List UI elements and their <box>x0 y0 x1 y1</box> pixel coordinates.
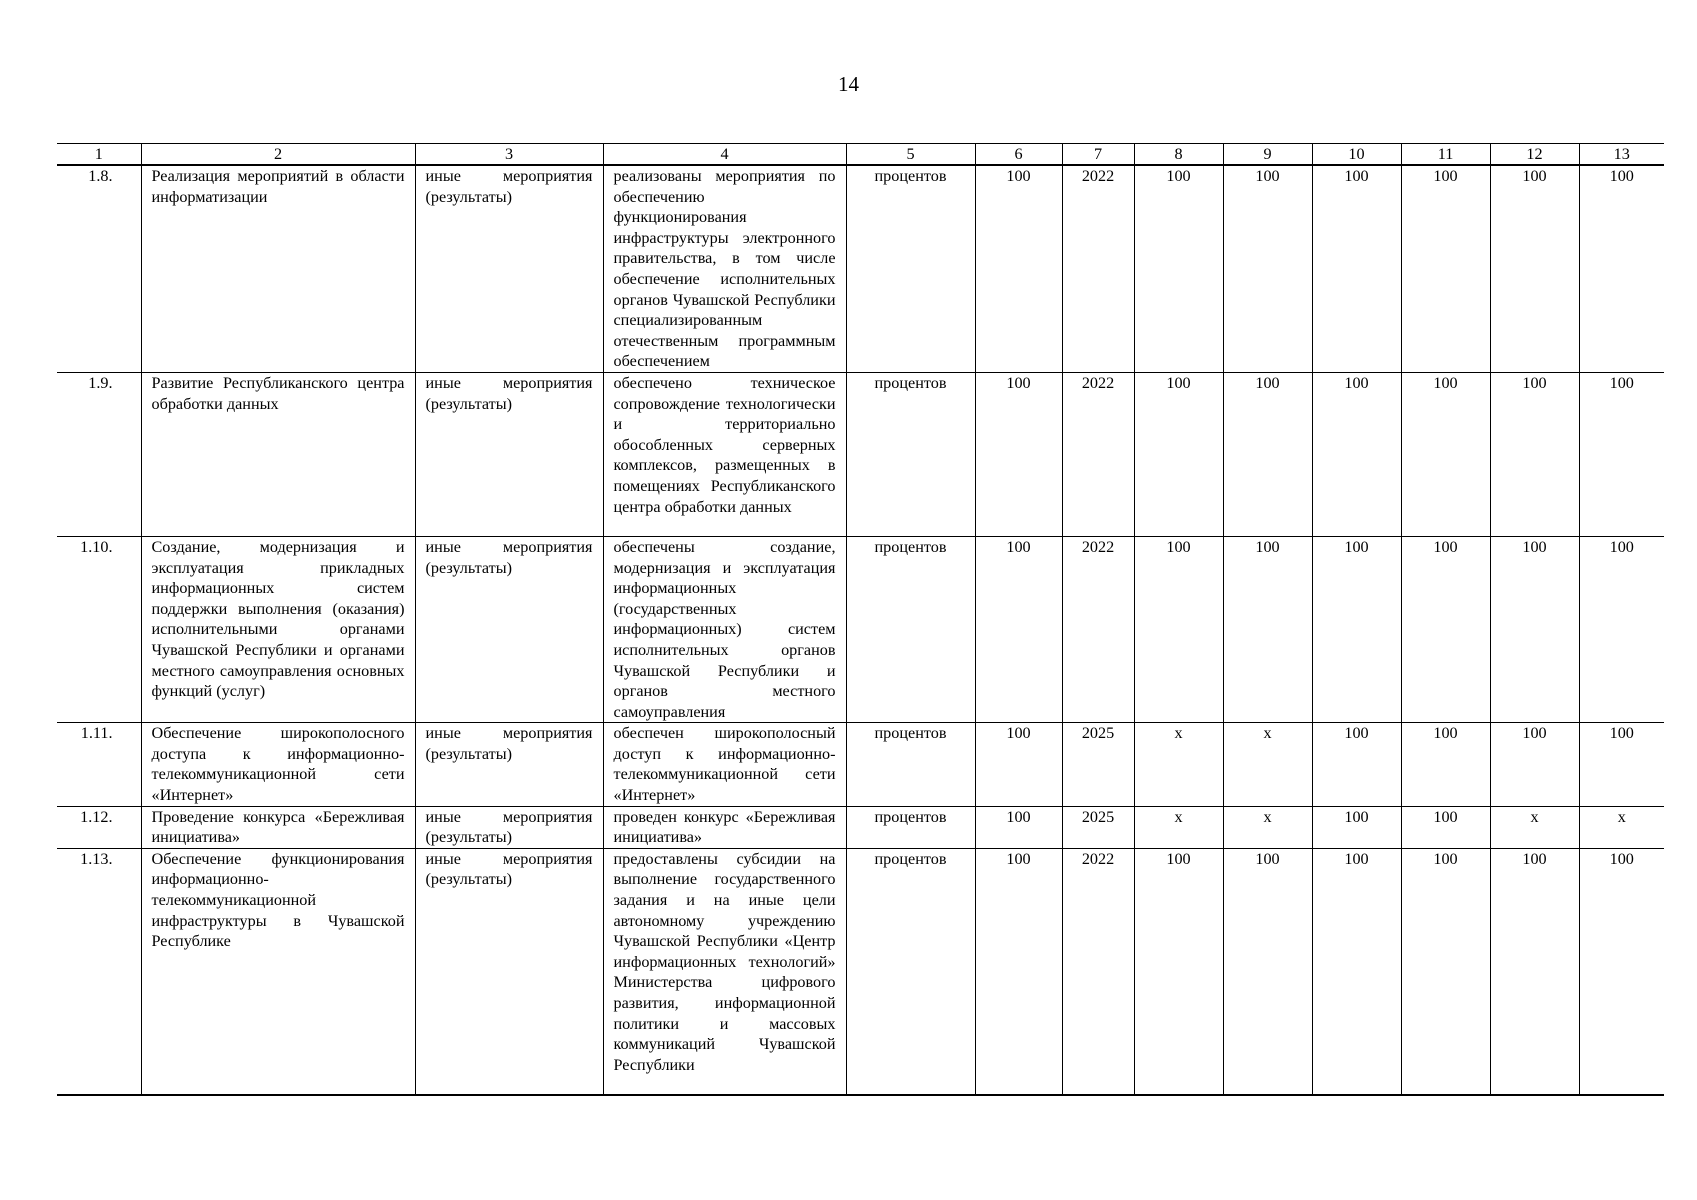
column-number-7: 7 <box>1062 144 1134 166</box>
measure-name: Проведение конкурса «Бережливая инициатива» <box>141 806 415 848</box>
value-col-11: 100 <box>1401 536 1490 722</box>
measure-type: иные мероприятия (результаты) <box>415 372 603 536</box>
value-col-6: 100 <box>975 165 1062 372</box>
value-col-13: 100 <box>1579 723 1664 806</box>
measure-type: иные мероприятия (результаты) <box>415 848 603 1095</box>
table-row <box>57 536 1664 722</box>
value-col-6: 100 <box>975 723 1062 806</box>
table-row <box>57 372 1664 536</box>
measure-name: Реализация мероприятий в области информатизации <box>141 165 415 372</box>
value-col-10: 100 <box>1312 165 1401 372</box>
measure-name: Создание, модернизация и эксплуатация прикладных информационных систем поддержки выполнения (оказания) исполнительными органами Чувашской Республики и органами местного самоуправления основных функций (услуг) <box>141 536 415 722</box>
value-col-12: 100 <box>1490 536 1579 722</box>
value-col-6: 100 <box>975 848 1062 1095</box>
value-col-6: 100 <box>975 372 1062 536</box>
column-number-9: 9 <box>1223 144 1312 166</box>
page-number: 14 <box>838 72 859 96</box>
table-row <box>57 806 1664 848</box>
value-col-7: 2022 <box>1062 165 1134 372</box>
row-number: 1.13. <box>57 848 141 1095</box>
value-col-13: x <box>1579 806 1664 848</box>
value-col-12: 100 <box>1490 723 1579 806</box>
row-number: 1.8. <box>57 165 141 372</box>
value-col-13: 100 <box>1579 372 1664 536</box>
value-col-7: 2022 <box>1062 536 1134 722</box>
value-col-12: 100 <box>1490 848 1579 1095</box>
measure-result: предоставлены субсидии на выполнение государственного задания и на иные цели автономному учреждению Чувашской Республики «Центр информационных технологий» Министерства цифрового развития, информационной политики и массовых коммуникаций Чувашской Республики <box>603 848 846 1095</box>
value-col-13: 100 <box>1579 848 1664 1095</box>
value-col-8: 100 <box>1134 372 1223 536</box>
value-col-12: 100 <box>1490 372 1579 536</box>
column-number-8: 8 <box>1134 144 1223 166</box>
measure-result: реализованы мероприятия по обеспечению функционирования инфраструктуры электронного правительства, в том числе обеспечение исполнительных органов Чувашской Республики специализированным отечественным программным обеспечением <box>603 165 846 372</box>
value-col-10: 100 <box>1312 723 1401 806</box>
value-col-11: 100 <box>1401 806 1490 848</box>
row-number: 1.11. <box>57 723 141 806</box>
value-col-9: x <box>1223 806 1312 848</box>
value-col-8: x <box>1134 806 1223 848</box>
value-col-11: 100 <box>1401 848 1490 1095</box>
value-col-9: 100 <box>1223 165 1312 372</box>
unit: процентов <box>846 372 975 536</box>
measure-type: иные мероприятия (результаты) <box>415 165 603 372</box>
column-number-12: 12 <box>1490 144 1579 166</box>
column-number-3: 3 <box>415 144 603 166</box>
value-col-8: 100 <box>1134 536 1223 722</box>
table-header-row <box>57 144 1664 166</box>
measure-type: иные мероприятия (результаты) <box>415 723 603 806</box>
column-number-1: 1 <box>57 144 141 166</box>
column-number-11: 11 <box>1401 144 1490 166</box>
column-number-5: 5 <box>846 144 975 166</box>
value-col-7: 2022 <box>1062 372 1134 536</box>
value-col-10: 100 <box>1312 806 1401 848</box>
value-col-8: 100 <box>1134 848 1223 1095</box>
measure-type: иные мероприятия (результаты) <box>415 536 603 722</box>
row-number: 1.12. <box>57 806 141 848</box>
measure-result: обеспечены создание, модернизация и эксплуатация информационных (государственных информационных) систем исполнительных органов Чувашской Республики и органов местного самоуправления <box>603 536 846 722</box>
measure-name: Обеспечение функционирования информационно-телекоммуникационной инфраструктуры в Чувашской Республике <box>141 848 415 1095</box>
value-col-7: 2025 <box>1062 723 1134 806</box>
unit: процентов <box>846 848 975 1095</box>
row-number: 1.9. <box>57 372 141 536</box>
value-col-13: 100 <box>1579 536 1664 722</box>
measure-result: обеспечен широкополосный доступ к информационно-телекоммуникационной сети «Интернет» <box>603 723 846 806</box>
unit: процентов <box>846 723 975 806</box>
value-col-8: 100 <box>1134 165 1223 372</box>
value-col-9: 100 <box>1223 372 1312 536</box>
value-col-11: 100 <box>1401 372 1490 536</box>
column-number-13: 13 <box>1579 144 1664 166</box>
unit: процентов <box>846 806 975 848</box>
value-col-10: 100 <box>1312 848 1401 1095</box>
table-row <box>57 723 1664 806</box>
value-col-9: 100 <box>1223 536 1312 722</box>
value-col-8: x <box>1134 723 1223 806</box>
column-number-10: 10 <box>1312 144 1401 166</box>
value-col-11: 100 <box>1401 165 1490 372</box>
value-col-6: 100 <box>975 806 1062 848</box>
value-col-9: x <box>1223 723 1312 806</box>
table-row <box>57 848 1664 1095</box>
measure-name: Развитие Республиканского центра обработки данных <box>141 372 415 536</box>
measure-result: обеспечено техническое сопровождение технологически и территориально обособленных серверных комплексов, размещенных в помещениях Республиканского центра обработки данных <box>603 372 846 536</box>
value-col-13: 100 <box>1579 165 1664 372</box>
measures-table <box>57 143 1664 1096</box>
value-col-6: 100 <box>975 536 1062 722</box>
measure-result: проведен конкурс «Бережливая инициатива» <box>603 806 846 848</box>
value-col-12: 100 <box>1490 165 1579 372</box>
unit: процентов <box>846 165 975 372</box>
column-number-2: 2 <box>141 144 415 166</box>
row-number: 1.10. <box>57 536 141 722</box>
value-col-11: 100 <box>1401 723 1490 806</box>
value-col-9: 100 <box>1223 848 1312 1095</box>
value-col-7: 2022 <box>1062 848 1134 1095</box>
table-row <box>57 165 1664 372</box>
value-col-12: x <box>1490 806 1579 848</box>
value-col-7: 2025 <box>1062 806 1134 848</box>
value-col-10: 100 <box>1312 372 1401 536</box>
unit: процентов <box>846 536 975 722</box>
measure-type: иные мероприятия (результаты) <box>415 806 603 848</box>
measure-name: Обеспечение широкополосного доступа к информационно-телекоммуникационной сети «Интернет» <box>141 723 415 806</box>
column-number-6: 6 <box>975 144 1062 166</box>
column-number-4: 4 <box>603 144 846 166</box>
value-col-10: 100 <box>1312 536 1401 722</box>
